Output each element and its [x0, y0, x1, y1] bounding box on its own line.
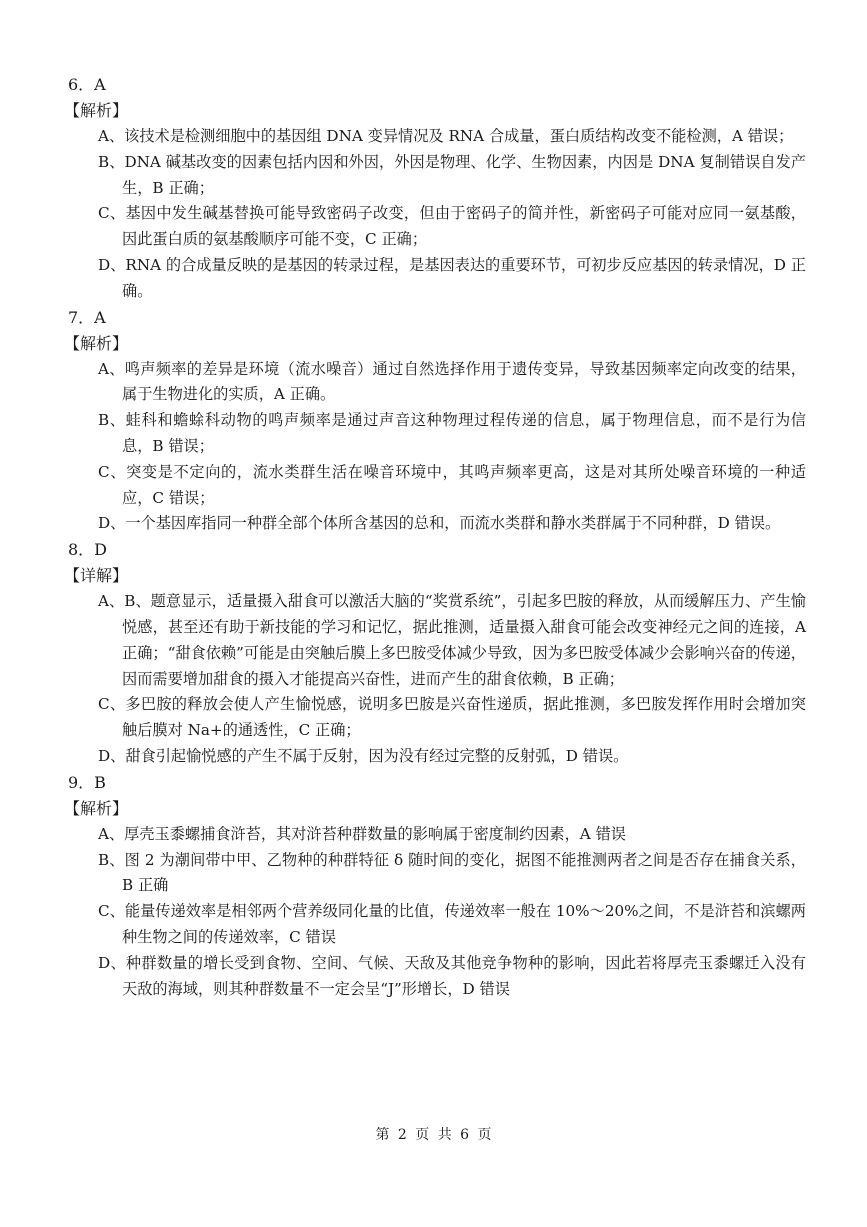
analysis-item: D、种群数量的增长受到食物、空间、气候、天敌及其他竞争物种的影响，因此若将厚壳玉黍螺迁入没有天敌的海域，则其种群数量不一定会呈“J”形增长，D 错误	[98, 953, 806, 998]
question-answer-heading: 7．A	[68, 307, 106, 327]
analysis-item: B、图 2 为潮间带中甲、乙物种的种群特征 δ 随时间的变化，据图不能推测两者之间是否存在捕食关系，B 正确	[98, 850, 806, 895]
analysis-label: 【详解】	[64, 566, 129, 586]
analysis-item: D、一个基因库指同一种群全部个体所含基因的总和，而流水类群和静水类群属于不同种群，D 错误。	[98, 514, 781, 533]
question-answer-heading: 6．A	[68, 75, 106, 94]
analysis-item: C、能量传递效率是相邻两个营养级同化量的比值，传递效率一般在 10%～20%之间，不是浒苔和滨螺两种生物之间的传递效率，C 错误	[98, 902, 806, 946]
analysis-item: B、蛙科和蟾蜍科动物的鸣声频率是通过声音这种物理过程传递的信息，属于物理信息，而不是行为信息，B 错误；	[98, 411, 806, 455]
question-answer-heading: 9．B	[68, 772, 106, 792]
question-block	[0, 72, 867, 305]
answer-content	[0, 72, 867, 1002]
page-footer: 第 2 页 共 6 页	[375, 1127, 492, 1143]
analysis-item: D、甜食引起愉悦感的产生不属于反射，因为没有经过完整的反射弧，D 错误。	[98, 746, 629, 765]
analysis-item: C、突变是不定向的，流水类群生活在噪音环境中，其鸣声频率更高，这是对其所处噪音环境的一种适应，C 错误；	[98, 462, 806, 507]
question-block	[0, 305, 867, 538]
analysis-item: A、B、题意显示，适量摄入甜食可以激活大脑的“奖赏系统”，引起多巴胺的释放，从而缓解压力、产生愉悦感，甚至还有助于新技能的学习和记忆，据此推测，适量摄入甜食可能会改变神经元之间的连接，A 正确；“甜食依赖”可能是由突触后膜上多巴胺受体减少导致，因为多巴胺受体减少会影响兴奋的传递，因而需要增加甜食的摄入才能提高兴奋性，进而产生的甜食依赖，B 正确；	[98, 592, 806, 688]
question-block	[0, 537, 867, 770]
analysis-item: A、鸣声频率的差异是环境（流水噪音）通过自然选择作用于遗传变异，导致基因频率定向改变的结果，属于生物进化的实质，A 正确。	[98, 359, 806, 404]
analysis-label: 【解析】	[64, 798, 129, 818]
analysis-item: D、RNA 的合成量反映的是基因的转录过程，是基因表达的重要环节，可初步反应基因的转录情况，D 正确。	[98, 255, 806, 300]
analysis-item: C、多巴胺的释放会使人产生愉悦感，说明多巴胺是兴奋性递质，据此推测，多巴胺发挥作用时会增加突触后膜对 Na+的通透性，C 正确；	[98, 695, 806, 740]
question-block	[0, 770, 867, 1003]
analysis-item: A、厚壳玉黍螺捕食浒苔，其对浒苔种群数量的影响属于密度制约因素，A 错误	[98, 824, 626, 843]
analysis-item: B、DNA 碱基改变的因素包括内因和外因，外因是物理、化学、生物因素，内因是 DNA 复制错误自发产生，B 正确；	[98, 152, 806, 197]
analysis-label: 【解析】	[64, 333, 129, 353]
analysis-label: 【解析】	[64, 101, 129, 120]
question-answer-heading: 8．D	[68, 540, 108, 560]
analysis-item: C、基因中发生碱基替换可能导致密码子改变，但由于密码子的简并性，新密码子可能对应同一氨基酸，因此蛋白质的氨基酸顺序可能不变，C 正确；	[98, 204, 806, 249]
analysis-item: A、该技术是检测细胞中的基因组 DNA 变异情况及 RNA 合成量，蛋白质结构改变不能检测，A 错误；	[98, 127, 794, 145]
